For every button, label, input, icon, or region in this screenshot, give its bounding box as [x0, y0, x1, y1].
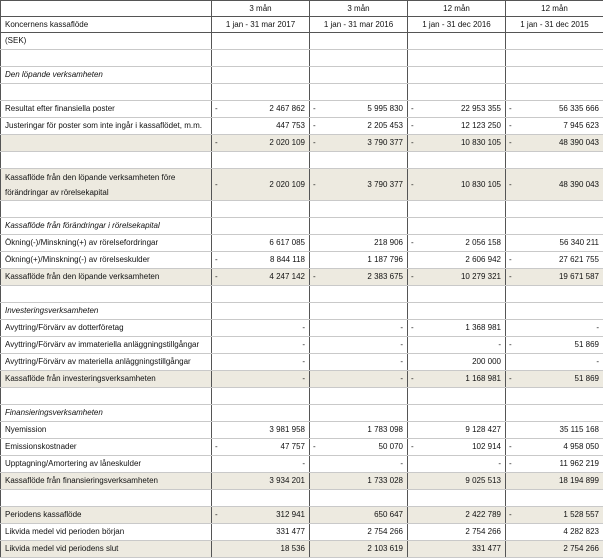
value-text: -: [302, 340, 305, 349]
negative-sign: -: [509, 459, 512, 469]
value-cell: [506, 422, 603, 439]
row-label: Justeringar för poster som inte ingår i kassaflödet, m.m.: [1, 118, 212, 135]
value-cell: [212, 218, 310, 235]
negative-sign: -: [215, 180, 218, 190]
value-cell: [506, 50, 603, 67]
header-cell: 1 jan - 31 dec 2015: [506, 17, 603, 33]
table-row: [1, 101, 603, 118]
value-text: 8 844 118: [270, 255, 305, 264]
value-cell: [408, 354, 506, 371]
value-cell: [408, 524, 506, 541]
row-label: (SEK): [1, 33, 212, 50]
value-text: 2 020 109: [269, 180, 305, 189]
table-row: [1, 84, 603, 101]
row-label: Avyttring/Förvärv av dotterföretag: [1, 320, 212, 337]
value-text: 1 368 981: [465, 323, 501, 332]
value-cell: [310, 252, 408, 269]
value-text: 2 205 453: [367, 121, 403, 130]
value-cell: [310, 218, 408, 235]
negative-sign: -: [509, 138, 512, 148]
value-text: 6 617 085: [269, 238, 305, 247]
negative-sign: -: [509, 180, 512, 190]
value-text: 10 830 105: [461, 180, 501, 189]
value-cell: [506, 235, 603, 252]
table-row: [1, 218, 603, 235]
table-row: [1, 269, 603, 286]
value-text: 4 282 823: [563, 527, 599, 536]
value-cell: [212, 101, 310, 118]
negative-sign: -: [509, 104, 512, 114]
value-cell: [310, 303, 408, 320]
table-row: [1, 135, 603, 152]
value-cell: [408, 422, 506, 439]
table-row: [1, 388, 603, 405]
negative-sign: -: [509, 121, 512, 131]
value-cell: [212, 422, 310, 439]
row-label: Den löpande verksamheten: [1, 67, 212, 84]
row-label: Kassaflöde från förändringar i rörelsekapital: [1, 218, 212, 235]
row-label: [1, 84, 212, 101]
value-text: 447 753: [276, 121, 305, 130]
row-label: Emissionskostnader: [1, 439, 212, 456]
row-label: [1, 490, 212, 507]
row-label: Likvida medel vid periodens slut: [1, 541, 212, 558]
value-cell: [310, 541, 408, 558]
value-cell: [310, 354, 408, 371]
negative-sign: -: [411, 238, 414, 248]
value-text: -: [596, 323, 599, 332]
value-cell: [310, 473, 408, 490]
table-row: [1, 371, 603, 388]
value-cell: [310, 135, 408, 152]
value-cell: [506, 456, 603, 473]
header-cell: 3 mån: [310, 1, 408, 17]
value-cell: [310, 201, 408, 218]
value-text: 47 757: [281, 442, 305, 451]
negative-sign: -: [313, 138, 316, 148]
negative-sign: -: [215, 138, 218, 148]
negative-sign: -: [411, 374, 414, 384]
negative-sign: -: [411, 104, 414, 114]
value-cell: [212, 524, 310, 541]
value-cell: [408, 84, 506, 101]
negative-sign: -: [313, 121, 316, 131]
row-label: Avyttring/Förvärv av materiella anläggningstillgångar: [1, 354, 212, 371]
value-cell: [506, 337, 603, 354]
value-cell: [506, 152, 603, 169]
header-cell: 1 jan - 31 dec 2016: [408, 17, 506, 33]
value-cell: [212, 473, 310, 490]
row-label: Upptagning/Amortering av låneskulder: [1, 456, 212, 473]
table-row: [1, 303, 603, 320]
value-cell: [408, 33, 506, 50]
negative-sign: -: [313, 180, 316, 190]
value-cell: [506, 101, 603, 118]
table-row: [1, 337, 603, 354]
value-cell: [408, 473, 506, 490]
negative-sign: -: [509, 255, 512, 265]
value-cell: [506, 201, 603, 218]
value-cell: [408, 118, 506, 135]
value-text: 11 962 219: [560, 459, 599, 468]
value-cell: [310, 490, 408, 507]
value-cell: [408, 269, 506, 286]
negative-sign: -: [215, 272, 218, 282]
value-cell: [310, 118, 408, 135]
value-text: -: [498, 459, 501, 468]
value-cell: [506, 33, 603, 50]
value-cell: [408, 456, 506, 473]
table-row: [1, 67, 603, 84]
value-cell: [408, 201, 506, 218]
row-label: Likvida medel vid perioden början: [1, 524, 212, 541]
value-text: 10 830 105: [461, 138, 501, 147]
value-cell: [408, 303, 506, 320]
value-cell: [506, 354, 603, 371]
header-cell: 1 jan - 31 mar 2017: [212, 17, 310, 33]
value-text: 3 981 958: [269, 425, 305, 434]
value-cell: [408, 135, 506, 152]
value-cell: [310, 84, 408, 101]
value-cell: [212, 84, 310, 101]
table-row: [1, 541, 603, 558]
value-cell: [212, 252, 310, 269]
value-cell: [212, 405, 310, 422]
value-cell: [506, 67, 603, 84]
table-row: [1, 33, 603, 50]
table-row: [1, 507, 603, 524]
value-text: 2 422 789: [465, 510, 501, 519]
value-cell: [212, 371, 310, 388]
value-text: 312 941: [276, 510, 305, 519]
row-label: [1, 135, 212, 152]
negative-sign: -: [313, 104, 316, 114]
row-label: Periodens kassaflöde: [1, 507, 212, 524]
value-text: 2 103 619: [367, 544, 403, 553]
value-text: -: [400, 357, 403, 366]
value-cell: [310, 50, 408, 67]
value-text: -: [400, 323, 403, 332]
row-label: Kassaflöde från den löpande verksamheten: [1, 269, 212, 286]
value-cell: [212, 169, 310, 201]
value-cell: [212, 337, 310, 354]
row-label: Nyemission: [1, 422, 212, 439]
value-text: 4 958 050: [563, 442, 599, 451]
value-cell: [310, 337, 408, 354]
row-label: [1, 286, 212, 303]
value-cell: [212, 439, 310, 456]
value-cell: [408, 252, 506, 269]
value-cell: [506, 269, 603, 286]
header-cell: 12 mån: [408, 1, 506, 17]
value-cell: [310, 286, 408, 303]
table-row: [1, 235, 603, 252]
row-label: [1, 388, 212, 405]
value-cell: [310, 101, 408, 118]
value-cell: [408, 541, 506, 558]
value-cell: [212, 235, 310, 252]
value-text: 2 606 942: [465, 255, 501, 264]
negative-sign: -: [411, 323, 414, 333]
table-row: [1, 169, 603, 201]
value-text: 9 025 513: [465, 476, 501, 485]
value-text: 56 340 211: [560, 238, 599, 247]
negative-sign: -: [313, 272, 316, 282]
value-cell: [310, 269, 408, 286]
value-cell: [310, 439, 408, 456]
value-text: -: [400, 340, 403, 349]
value-text: 331 477: [472, 544, 501, 553]
value-text: -: [498, 340, 501, 349]
value-text: 27 621 755: [559, 255, 599, 264]
value-text: 218 906: [374, 238, 403, 247]
value-cell: [506, 169, 603, 201]
value-cell: [212, 33, 310, 50]
table-row: [1, 152, 603, 169]
value-cell: [212, 456, 310, 473]
value-cell: [408, 101, 506, 118]
row-label: Finansieringsverksamheten: [1, 405, 212, 422]
value-cell: [310, 507, 408, 524]
value-cell: [408, 67, 506, 84]
negative-sign: -: [411, 180, 414, 190]
value-text: 48 390 043: [559, 138, 599, 147]
value-cell: [408, 405, 506, 422]
value-text: 2 383 675: [367, 272, 403, 281]
table-row: [1, 473, 603, 490]
value-cell: [408, 50, 506, 67]
value-cell: [310, 422, 408, 439]
table-row: [1, 201, 603, 218]
value-text: 3 790 377: [367, 138, 403, 147]
value-text: 3 934 201: [269, 476, 305, 485]
table-row: [1, 354, 603, 371]
value-cell: [506, 252, 603, 269]
value-cell: [212, 354, 310, 371]
value-text: 12 123 250: [461, 121, 501, 130]
value-text: 3 790 377: [367, 180, 403, 189]
value-cell: [212, 303, 310, 320]
value-text: 2 754 266: [563, 544, 599, 553]
value-cell: [506, 303, 603, 320]
value-text: 1 168 981: [465, 374, 501, 383]
header-cell: 3 mån: [212, 1, 310, 17]
value-text: 4 247 142: [269, 272, 305, 281]
negative-sign: -: [411, 138, 414, 148]
value-cell: [212, 50, 310, 67]
value-text: 2 056 158: [465, 238, 501, 247]
header-cell: 12 mån: [506, 1, 603, 17]
row-label: Ökning(+)/Minskning(-) av rörelseskulder: [1, 252, 212, 269]
value-text: 56 335 666: [559, 104, 599, 113]
value-cell: [310, 33, 408, 50]
row-label: Kassaflöde från investeringsverksamheten: [1, 371, 212, 388]
value-cell: [212, 490, 310, 507]
value-text: 2 754 266: [465, 527, 501, 536]
value-text: -: [302, 459, 305, 468]
value-cell: [408, 371, 506, 388]
value-cell: [212, 118, 310, 135]
table-row: [1, 422, 603, 439]
value-text: -: [400, 459, 403, 468]
row-label: [1, 201, 212, 218]
value-cell: [408, 320, 506, 337]
value-cell: [212, 286, 310, 303]
value-cell: [408, 286, 506, 303]
table-row: [1, 50, 603, 67]
negative-sign: -: [411, 121, 414, 131]
value-cell: [310, 169, 408, 201]
value-cell: [212, 541, 310, 558]
negative-sign: -: [509, 510, 512, 520]
value-cell: [212, 388, 310, 405]
value-text: 19 671 587: [559, 272, 599, 281]
value-text: -: [302, 374, 305, 383]
header-cell: [1, 1, 212, 17]
value-cell: [310, 456, 408, 473]
value-cell: [212, 507, 310, 524]
value-cell: [506, 371, 603, 388]
value-cell: [310, 405, 408, 422]
value-text: 200 000: [472, 357, 501, 366]
value-cell: [408, 388, 506, 405]
value-text: 50 070: [379, 442, 403, 451]
table-row: [1, 286, 603, 303]
negative-sign: -: [313, 442, 316, 452]
value-text: 2 754 266: [367, 527, 403, 536]
table-row: [1, 439, 603, 456]
value-text: 51 869: [575, 374, 599, 383]
value-text: 48 390 043: [559, 180, 599, 189]
row-label: Investeringsverksamheten: [1, 303, 212, 320]
value-cell: [506, 439, 603, 456]
row-label: Avyttring/Förvärv av immateriella anläggningstillgångar: [1, 337, 212, 354]
value-cell: [212, 320, 310, 337]
value-cell: [506, 320, 603, 337]
value-cell: [408, 490, 506, 507]
row-label: Ökning(-)/Minskning(+) av rörelsefordringar: [1, 235, 212, 252]
value-cell: [506, 286, 603, 303]
value-cell: [506, 218, 603, 235]
value-cell: [408, 218, 506, 235]
negative-sign: -: [509, 442, 512, 452]
negative-sign: -: [215, 104, 218, 114]
value-text: 650 647: [374, 510, 403, 519]
value-cell: [310, 67, 408, 84]
value-text: 1 528 557: [563, 510, 599, 519]
value-cell: [408, 235, 506, 252]
negative-sign: -: [509, 272, 512, 282]
value-text: -: [596, 357, 599, 366]
value-text: 18 536: [281, 544, 305, 553]
value-text: 2 467 862: [269, 104, 305, 113]
value-text: 51 869: [575, 340, 599, 349]
value-text: 5 995 830: [367, 104, 403, 113]
table-row: [1, 252, 603, 269]
value-text: 35 115 168: [560, 425, 599, 434]
value-cell: [506, 524, 603, 541]
header-row-dates: [1, 17, 603, 33]
table-row: [1, 405, 603, 422]
value-text: 331 477: [276, 527, 305, 536]
value-cell: [506, 84, 603, 101]
value-text: 1 783 098: [367, 425, 403, 434]
value-cell: [310, 388, 408, 405]
value-cell: [310, 524, 408, 541]
value-cell: [310, 152, 408, 169]
value-cell: [212, 67, 310, 84]
row-label: Kassaflöde från den löpande verksamheten före förändringar av rörelsekapital: [1, 169, 212, 201]
table-row: [1, 524, 603, 541]
negative-sign: -: [411, 272, 414, 282]
value-text: 18 194 899: [559, 476, 599, 485]
value-text: -: [400, 374, 403, 383]
value-cell: [506, 135, 603, 152]
value-cell: [212, 152, 310, 169]
value-cell: [408, 507, 506, 524]
table-row: [1, 490, 603, 507]
value-text: -: [302, 323, 305, 332]
value-cell: [310, 371, 408, 388]
value-text: 102 914: [472, 442, 501, 451]
negative-sign: -: [509, 374, 512, 384]
value-text: 22 953 355: [461, 104, 501, 113]
value-cell: [506, 118, 603, 135]
row-label: [1, 50, 212, 67]
value-text: 1 733 028: [367, 476, 403, 485]
row-label: [1, 152, 212, 169]
negative-sign: -: [509, 340, 512, 350]
value-cell: [310, 235, 408, 252]
value-cell: [408, 439, 506, 456]
value-text: 9 128 427: [465, 425, 501, 434]
value-text: 7 945 623: [563, 121, 599, 130]
row-label: Kassaflöde från finansieringsverksamheten: [1, 473, 212, 490]
value-cell: [506, 388, 603, 405]
negative-sign: -: [215, 255, 218, 265]
value-text: 1 187 796: [367, 255, 403, 264]
value-cell: [408, 337, 506, 354]
value-cell: [408, 152, 506, 169]
negative-sign: -: [411, 442, 414, 452]
value-cell: [506, 405, 603, 422]
table-title: Koncernens kassaflöde: [1, 17, 212, 33]
value-text: 10 279 321: [461, 272, 501, 281]
value-cell: [212, 135, 310, 152]
value-cell: [310, 320, 408, 337]
value-cell: [506, 473, 603, 490]
header-row-period: [1, 1, 603, 17]
negative-sign: -: [215, 510, 218, 520]
negative-sign: -: [215, 442, 218, 452]
row-label: Resultat efter finansiella poster: [1, 101, 212, 118]
value-text: 2 020 109: [269, 138, 305, 147]
value-cell: [506, 541, 603, 558]
table-row: [1, 320, 603, 337]
value-cell: [506, 507, 603, 524]
value-cell: [408, 169, 506, 201]
value-cell: [212, 269, 310, 286]
table-row: [1, 118, 603, 135]
header-cell: 1 jan - 31 mar 2016: [310, 17, 408, 33]
value-cell: [212, 201, 310, 218]
value-cell: [506, 490, 603, 507]
table-row: [1, 456, 603, 473]
value-text: -: [302, 357, 305, 366]
